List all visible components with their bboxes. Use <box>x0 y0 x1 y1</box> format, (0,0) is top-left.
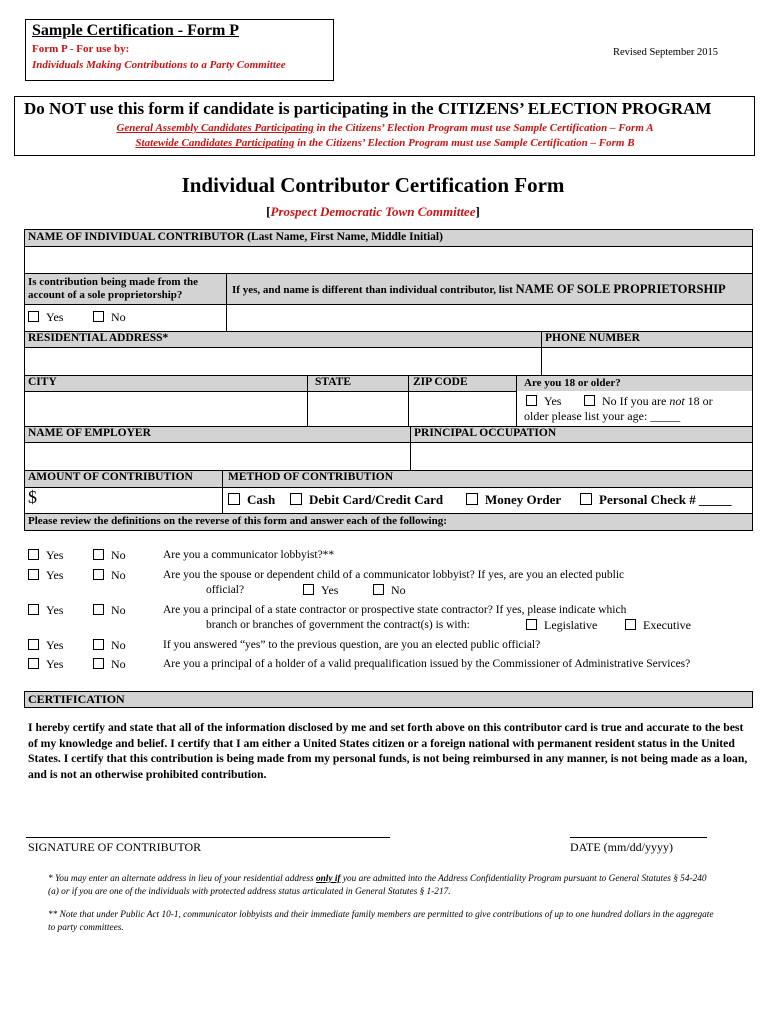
q2-official-no[interactable]: No <box>373 583 406 598</box>
sole-prop-yes-checkbox[interactable] <box>28 311 39 322</box>
method-cash[interactable]: Cash <box>228 492 275 508</box>
city-band <box>25 376 752 391</box>
warning-line-1: General Assembly Candidates Participating in the Citizens’ Election Program must use Sample Certification – Form A <box>116 122 654 134</box>
sole-prop-question: Is contribution being made from the account of a sole proprietorship? <box>28 276 198 301</box>
q3-text: Are you a principal of a state contractor or prospective state contractor? If yes, please indicate which <box>163 604 627 616</box>
age-entry-label[interactable]: older please list your age: _____ <box>524 409 681 423</box>
statewide-link: Statewide Candidates Participating <box>135 137 295 149</box>
page-title: Individual Contributor Certification Form <box>181 173 565 197</box>
revised-date: Revised September 2015 <box>613 47 718 58</box>
q2-official-yes[interactable]: Yes <box>303 583 338 598</box>
q3-no[interactable]: No <box>93 603 126 618</box>
q3-yes-checkbox[interactable] <box>28 604 39 615</box>
signature-line <box>26 837 390 838</box>
sole-prop-no-checkbox[interactable] <box>93 311 104 322</box>
q3-yes[interactable]: Yes <box>28 603 63 618</box>
q1-no-checkbox[interactable] <box>93 549 104 560</box>
q2-no-checkbox[interactable] <box>93 569 104 580</box>
form-title-small: Sample Certification - Form P <box>32 22 240 39</box>
employer-input[interactable] <box>25 443 409 470</box>
form-audience: Individuals Making Contributions to a Party Committee <box>32 59 286 71</box>
age-question: Are you 18 or older? <box>524 377 621 389</box>
q2-yes[interactable]: Yes <box>28 568 63 583</box>
date-label: DATE (mm/dd/yyyy) <box>570 840 673 854</box>
state-label: STATE <box>315 376 352 388</box>
q2-official: official? <box>206 584 245 596</box>
occupation-input[interactable] <box>411 443 752 470</box>
signature-label: SIGNATURE OF CONTRIBUTOR <box>28 840 202 854</box>
card-checkbox[interactable] <box>290 493 302 505</box>
zip-label: ZIP CODE <box>413 376 468 388</box>
money-order-checkbox[interactable] <box>466 493 478 505</box>
q4-text: If you answered “yes” to the previous question, are you an elected public official? <box>163 639 541 651</box>
sole-prop-name-label: If yes, and name is different than individual contributor, list NAME OF SOLE PROPRIETORSHIP <box>232 282 726 296</box>
q3-no-checkbox[interactable] <box>93 604 104 615</box>
q5-yes-checkbox[interactable] <box>28 658 39 669</box>
amount-input[interactable] <box>44 489 220 511</box>
certification-band <box>24 691 753 708</box>
legislative-checkbox[interactable] <box>526 619 537 630</box>
phone-label: PHONE NUMBER <box>545 332 640 344</box>
address-input[interactable] <box>25 348 540 375</box>
name-input[interactable] <box>25 247 752 273</box>
method-label: METHOD OF CONTRIBUTION <box>228 471 394 483</box>
review-instructions: Please review the definitions on the reverse of this form and answer each of the following: <box>28 515 447 527</box>
certification-heading: CERTIFICATION <box>28 692 125 706</box>
state-input[interactable] <box>308 392 407 425</box>
method-card[interactable]: Debit Card/Credit Card <box>290 492 443 508</box>
q1-text: Are you a communicator lobbyist?** <box>163 549 335 561</box>
method-money-order[interactable]: Money Order <box>466 492 561 508</box>
sole-prop-yes[interactable]: Yes <box>28 310 63 325</box>
phone-input[interactable] <box>542 348 752 375</box>
warning-line-2: Statewide Candidates Participating in the Citizens’ Election Program must use Sample Certification – Form B <box>135 137 635 149</box>
footnote-2: ** Note that under Public Act 10-1, communicator lobbyists and their immediate family members are permitted to give contributions of up to one hundred dollars in the aggregate to party committees. <box>48 910 714 933</box>
q3-legislative[interactable]: Legislative <box>526 618 597 633</box>
q3-executive[interactable]: Executive <box>625 618 691 633</box>
address-label: RESIDENTIAL ADDRESS* <box>28 332 169 344</box>
q4-yes-checkbox[interactable] <box>28 639 39 650</box>
q5-text: Are you a principal of a holder of a valid prequalification issued by the Commissioner of Administrative Services? <box>163 658 691 670</box>
general-assembly-link: General Assembly Candidates Participating <box>116 122 314 134</box>
q5-no-checkbox[interactable] <box>93 658 104 669</box>
q4-no[interactable]: No <box>93 638 126 653</box>
certification-text: I hereby certify and state that all of the information disclosed by me and set forth above on this contributor card is true and accurate to the best of my knowledge and belief. I certify that I am either a United States citizen or a foreign national with permanent resident status in the United States. I certify that this contribution is being made from my personal funds, is not being reimbursed in any manner, is not being made as a loan, and is not an otherwise prohibited contribution. <box>28 721 748 781</box>
q2-official-yes-checkbox[interactable] <box>303 584 314 595</box>
q3-branch: branch or branches of government the contract(s) is with: <box>206 619 470 631</box>
age-yes[interactable]: Yes <box>526 394 561 409</box>
q2-yes-checkbox[interactable] <box>28 569 39 580</box>
amount-label: AMOUNT OF CONTRIBUTION <box>28 471 193 483</box>
city-input[interactable] <box>25 392 306 425</box>
age-no-checkbox[interactable] <box>584 395 595 406</box>
occupation-label: PRINCIPAL OCCUPATION <box>414 427 557 439</box>
q2-official-no-checkbox[interactable] <box>373 584 384 595</box>
q2-text: Are you the spouse or dependent child of a communicator lobbyist? If yes, are you an elected public <box>163 569 625 581</box>
check-checkbox[interactable] <box>580 493 592 505</box>
dollar-sign: $ <box>28 487 37 507</box>
q1-yes-checkbox[interactable] <box>28 549 39 560</box>
q5-yes[interactable]: Yes <box>28 657 63 672</box>
name-label: NAME OF INDIVIDUAL CONTRIBUTOR (Last Name, First Name, Middle Initial) <box>28 231 443 243</box>
q2-no[interactable]: No <box>93 568 126 583</box>
sole-prop-name-input[interactable] <box>227 305 752 331</box>
sole-prop-no[interactable]: No <box>93 310 126 325</box>
q4-yes[interactable]: Yes <box>28 638 63 653</box>
q1-yes[interactable]: Yes <box>28 548 63 563</box>
form-subtitle: Form P - For use by: <box>32 43 130 55</box>
age-yes-checkbox[interactable] <box>526 395 537 406</box>
employer-label: NAME OF EMPLOYER <box>28 427 151 439</box>
committee-name: [Prospect Democratic Town Committee] <box>266 204 480 219</box>
q1-no[interactable]: No <box>93 548 126 563</box>
warning-headline: Do NOT use this form if candidate is participating in the CITIZENS’ ELECTION PROGRAM <box>24 99 712 118</box>
footnote-1: * You may enter an alternate address in lieu of your residential address only if you are admitted into the Address Confidentiality Program pursuant to General Statutes § 54-240 (a) or if you are one of the individuals with protected address status articulated in General Statutes § 1-217. <box>48 874 707 897</box>
executive-checkbox[interactable] <box>625 619 636 630</box>
cash-checkbox[interactable] <box>228 493 240 505</box>
method-personal-check[interactable]: Personal Check # _____ <box>580 492 732 508</box>
q4-no-checkbox[interactable] <box>93 639 104 650</box>
date-line <box>570 837 707 838</box>
q5-no[interactable]: No <box>93 657 126 672</box>
age-no[interactable]: No If you are not 18 or <box>584 394 713 409</box>
zip-input[interactable] <box>409 392 515 425</box>
city-label: CITY <box>28 376 57 388</box>
